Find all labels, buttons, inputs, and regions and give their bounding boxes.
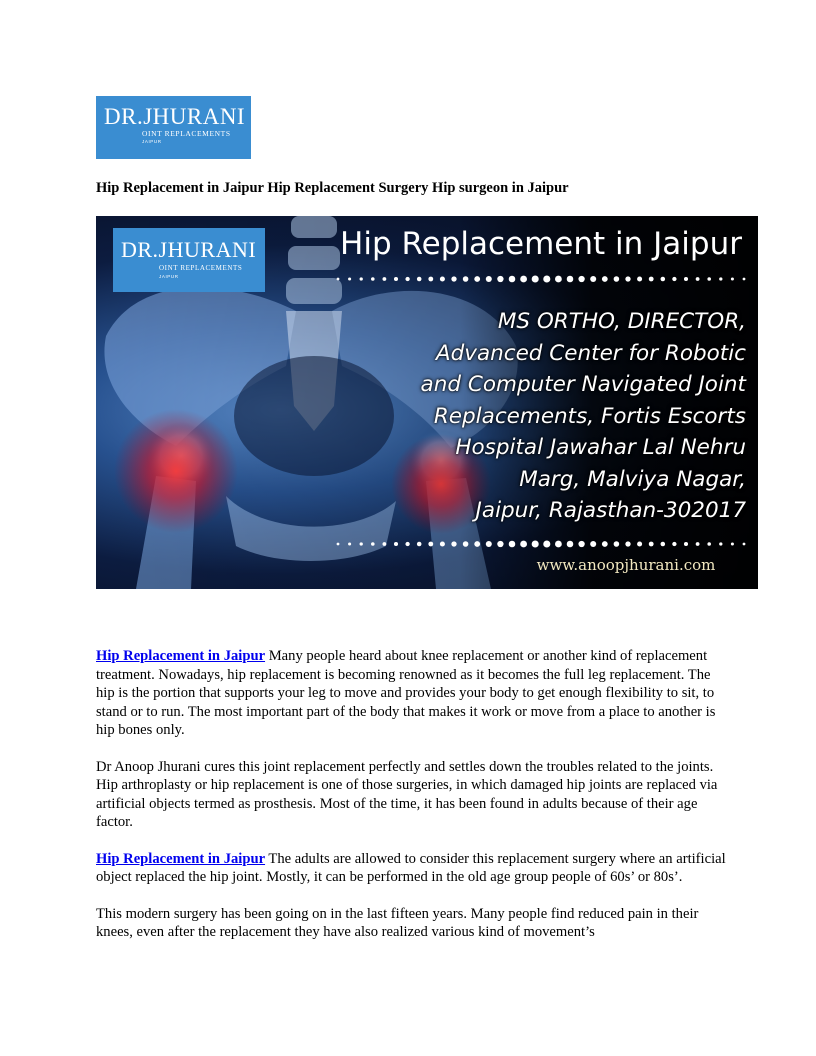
banner-logo-subtitle: OINT REPLACEMENTS [159,264,243,272]
divider-dot [637,541,642,546]
article-body [96,647,728,960]
divider-dot [383,542,387,546]
divider-dot [417,542,422,547]
divider-dot [520,541,527,548]
info-line: Replacements, Fortis Escorts [433,403,746,429]
divider-dot [649,277,654,282]
divider-dot [360,542,363,545]
info-line: and Computer Navigated Joint [420,372,746,397]
info-line: MS ORTHO, DIRECTOR, [497,309,746,334]
divider-dot [486,276,492,282]
divider-dot [567,541,574,548]
divider-dot [590,541,596,547]
divider-dot [707,277,711,281]
divider-dot [348,277,351,280]
divider-dot [719,542,722,545]
info-line: Marg, Malviya Nagar, [519,466,746,492]
divider-dot [696,542,700,546]
divider-dot [707,542,711,546]
divider-dot [405,277,409,281]
divider-dot [440,541,445,546]
divider-dot [602,276,608,282]
divider-dot [509,541,516,548]
info-line: Advanced Center for Robotic [435,340,746,366]
paragraph [96,850,728,887]
divider-dot [405,542,409,546]
page-title: Hip Replacement in Jaipur Hip Replacement Surgery Hip surgeon in Jaipur [96,180,569,196]
divider-dot [543,275,550,282]
divider-dot [337,543,340,546]
paragraph-text: This modern surgery has been going on in the last fifteen years. Many people find reduced pain in their knees, even after the replacement they have also realized various kind of movement’s [96,905,699,940]
divider-dot [440,276,445,281]
divider-dot [590,276,596,282]
divider-dot [614,276,620,282]
divider-dot [555,541,562,548]
banner-headline: Hip Replacement in Jaipur [340,226,742,262]
banner-logo [113,228,265,292]
logo-subtitle: OINT REPLACEMENTS [142,129,231,138]
bottom-dots-divider [332,539,752,549]
banner-url: www.anoopjhurani.com [536,556,716,574]
paragraph [96,905,728,942]
divider-dot [451,276,456,281]
divider-dot [543,540,550,547]
hip-replacement-link[interactable]: Hip Replacement in Jaipur [96,648,266,664]
divider-dot [428,542,433,547]
paragraph-text: The adults are allowed to consider this replacement surgery where an artificial object replaced the hip joint. Mostly, it can be performed in the old age group people of 60s’ or 80s’. [96,850,726,885]
info-line: Jaipur, Rajasthan-302017 [475,498,746,523]
logo-city: JAIPUR [142,139,162,144]
divider-dot [474,541,480,547]
divider-dot [684,277,688,281]
hip-replacement-link[interactable]: Hip Replacement in Jaipur [96,850,266,867]
divider-dot [532,540,539,547]
divider-dot [497,541,503,547]
divider-dot [567,276,574,283]
logo [96,96,251,159]
divider-dot [348,542,351,545]
divider-dot [394,542,398,546]
divider-dot [371,277,375,281]
divider-dot [497,276,503,282]
info-line: Hospital Jawahar Lal Nehru [455,435,746,460]
divider-dot [731,542,734,545]
divider-dot [719,277,722,280]
paragraph-text: Dr Anoop Jhurani cures this joint replacement perfectly and settles down the troubles related to the joints. Hip arthroplasty or hip replacement is one of those surgeries, in which damaged hip joints are replaced via artificial objects termed as prosthesis. Most of the time, it has been found in adults because of their age factor. [96,758,718,830]
divider-dot [602,541,608,547]
divider-dot [743,278,746,281]
divider-dot [684,542,688,546]
paragraph-text: Many people heard about knee replacement or another kind of replacement treatment. Nowadays, hip replacement is becoming renowned as it becomes the full leg replacement. The hip is the portion that supports your leg to move and provides your body to get enough flexibility to sit, to stand or to run. The most important part of the body that makes it work or move from a place to another is hip bones only. [96,648,716,738]
divider-dot [383,277,387,281]
divider-dot [578,276,584,282]
divider-dot [625,276,630,281]
banner-logo-brand: DR.JHURANI [121,237,257,262]
divider-dot [578,541,584,547]
paragraph [96,647,728,740]
divider-dot [474,276,480,282]
divider-dot [649,542,654,547]
logo-brand: DR.JHURANI [104,104,246,129]
divider-dot [360,277,363,280]
divider-dot [337,278,340,281]
divider-dot [451,541,456,546]
divider-dot [509,276,516,283]
divider-dot [394,277,398,281]
banner-logo-city: JAIPUR [159,274,179,279]
divider-dot [672,542,676,546]
paragraph [96,758,728,832]
divider-dot [463,276,469,282]
banner-info [406,306,746,527]
divider-dot [555,276,562,283]
divider-dot [743,543,746,546]
banner-image [96,216,758,589]
divider-dot [463,541,469,547]
divider-dot [625,541,630,546]
divider-dot [428,277,433,282]
divider-dot [486,541,492,547]
divider-dot [696,277,700,281]
divider-dot [520,276,527,283]
divider-dot [417,277,422,282]
divider-dot [661,277,666,282]
divider-dot [614,541,620,547]
divider-dot [371,542,375,546]
divider-dot [661,542,666,547]
divider-dot [532,275,539,282]
divider-dot [672,277,676,281]
divider-dot [731,277,734,280]
top-dots-divider [332,274,752,284]
divider-dot [637,276,642,281]
